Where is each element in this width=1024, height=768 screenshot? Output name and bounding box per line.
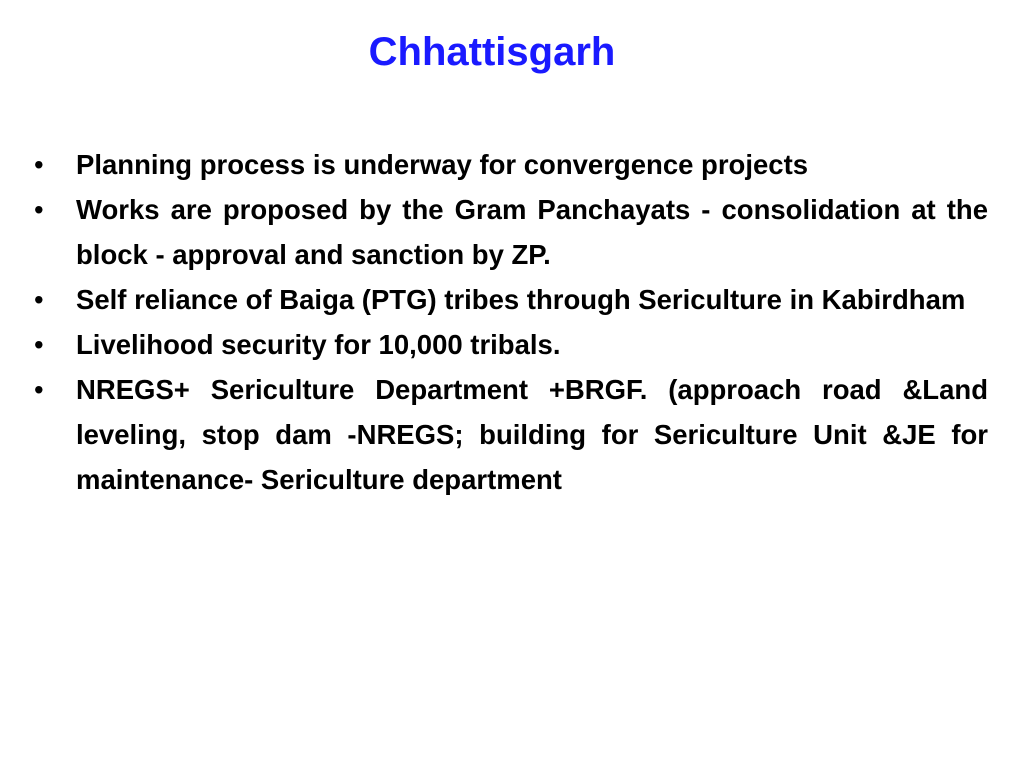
bullet-icon: • [34, 194, 44, 225]
bullet-text: Self reliance of Baiga (PTG) tribes through Sericulture in Kabirdham [76, 284, 966, 315]
bullet-item-self-reliance [34, 277, 988, 322]
bullet-icon: • [34, 284, 44, 315]
bullet-text: Livelihood security for 10,000 tribals. [76, 329, 561, 360]
bullet-text: Works are proposed by the Gram Panchayats - consolidation at the block - approval and sanction by ZP. [76, 194, 988, 270]
bullet-text: NREGS+ Sericulture Department +BRGF. (approach road &Land leveling, stop dam -NREGS; building for Sericulture Unit &JE for maintenance- Sericulture department [76, 374, 988, 495]
bullet-list [34, 142, 988, 502]
bullet-item-works-proposed [34, 187, 988, 277]
bullet-icon: • [34, 149, 44, 180]
bullet-text: Planning process is underway for convergence projects [76, 149, 809, 180]
bullet-item-nregs [34, 367, 988, 502]
bullet-icon: • [34, 374, 44, 405]
bullet-icon: • [34, 329, 44, 360]
bullet-item-livelihood [34, 322, 988, 367]
bullet-item-planning [34, 142, 988, 187]
slide-title: Chhattisgarh [368, 30, 616, 74]
